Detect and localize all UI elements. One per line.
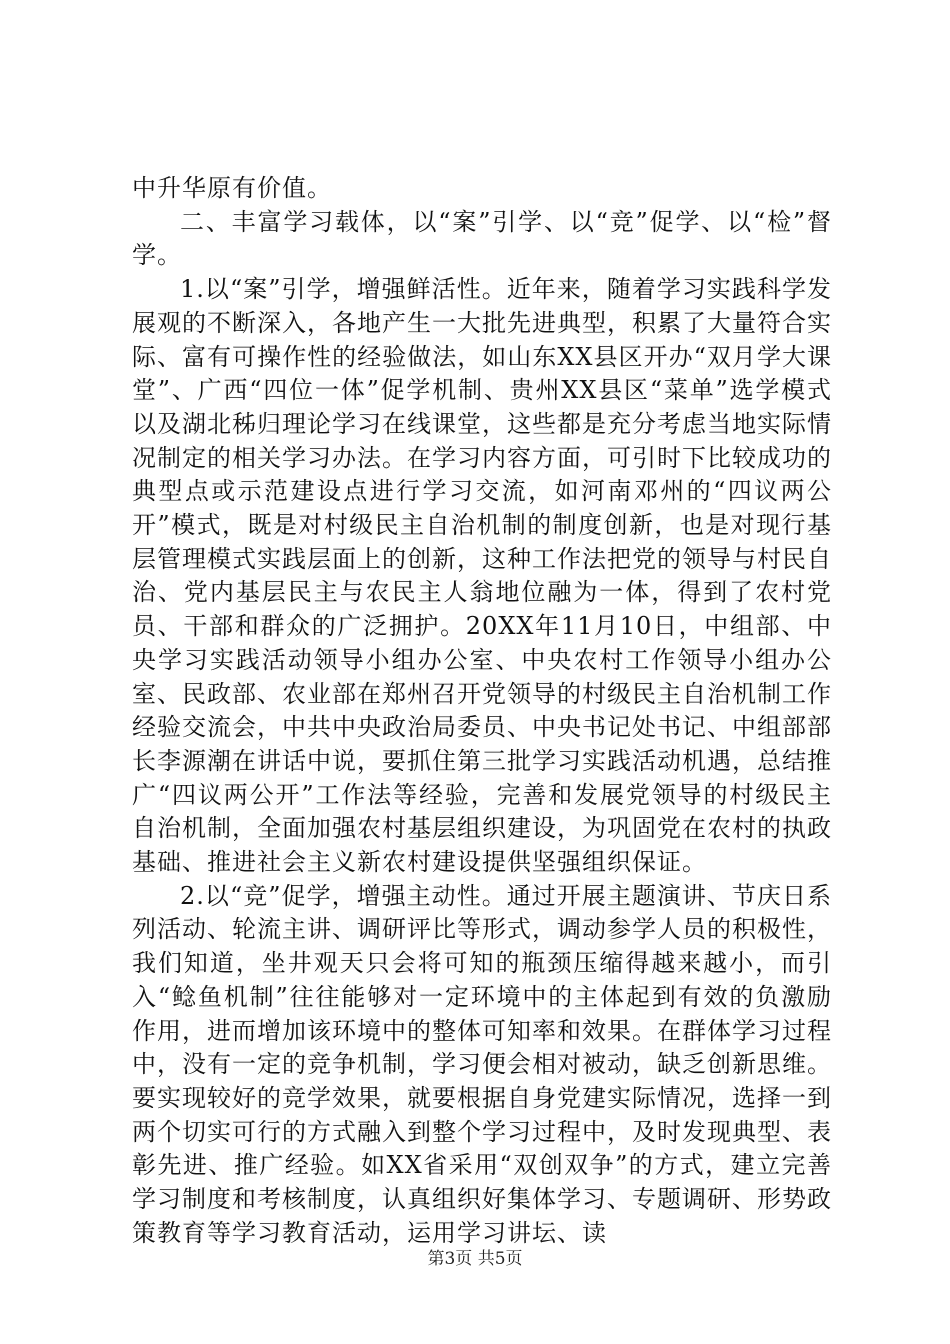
paragraph-continuation: 中升华原有价值。 [132, 174, 332, 202]
paragraph-item-one: 1.以“案”引学，增强鲜活性。近年来，随着学习实践科学发展观的不断深入，各地产生一大批先进典型，积累了大量符合实际、富有可操作性的经验做法，如山东XX县区开办“双月学大课堂”、广西“四位一体”促学机制、贵州XX县区“菜单”选学模式以及湖北秭归理论学习在线课堂，这些都是充分考虑当地实际情况制定的相关学习办法。在学习内容方面，可引时下比较成功的典型点或示范建设点进行学习交流，如河南邓州的“四议两公开”模式，既是对村级民主自治机制的制度创新，也是对现行基层管理模式实践层面上的创新，这种工作法把党的领导与村民自治、党内基层民主与农民主人翁地位融为一体，得到了农村党员、干部和群众的广泛拥护。20XX年11月10日，中组部、中央学习实践活动领导小组办公室、中央农村工作领导小组办公室、民政部、农业部在郑州召开党领导的村级民主自治机制工作经验交流会，中共中央政治局委员、中央书记处书记、中组部部长李源潮在讲话中说，要抓住第三批学习实践活动机遇，总结推广“四议两公开”工作法等经验，完善和发展党领导的村级民主自治机制，全面加强农村基层组织建设，为巩固党在农村的执政基础、推进社会主义新农村建设提供坚强组织保证。 [132, 275, 832, 877]
paragraph-item-two: 2.以“竞”促学，增强主动性。通过开展主题演讲、节庆日系列活动、轮流主讲、调研评比等形式，调动参学人员的积极性，我们知道，坐井观天只会将可知的瓶颈压缩得越来越小，而引入“鲶鱼机制”往往能够对一定环境中的主体起到有效的负激励作用，进而增加该环境中的整体可知率和效果。在群体学习过程中，没有一定的竞争机制，学习便会相对被动，缺乏创新思维。要实现较好的竞学效果，就要根据自身党建实际情况，选择一到两个切实可行的方式融入到整个学习过程中，及时发现典型、表彰先进、推广经验。如XX省采用“双创双争”的方式，建立完善学习制度和考核制度，认真组织好集体学习、专题调研、形势政策教育等学习教育活动，运用学习讲坛、读 [132, 881, 832, 1247]
document-body [132, 172, 832, 1251]
page-footer: 第3页 共5页 [427, 1249, 523, 1269]
section-heading-two: 二、丰富学习载体，以“案”引学、以“竞”促学、以“检”督学。 [132, 207, 832, 270]
